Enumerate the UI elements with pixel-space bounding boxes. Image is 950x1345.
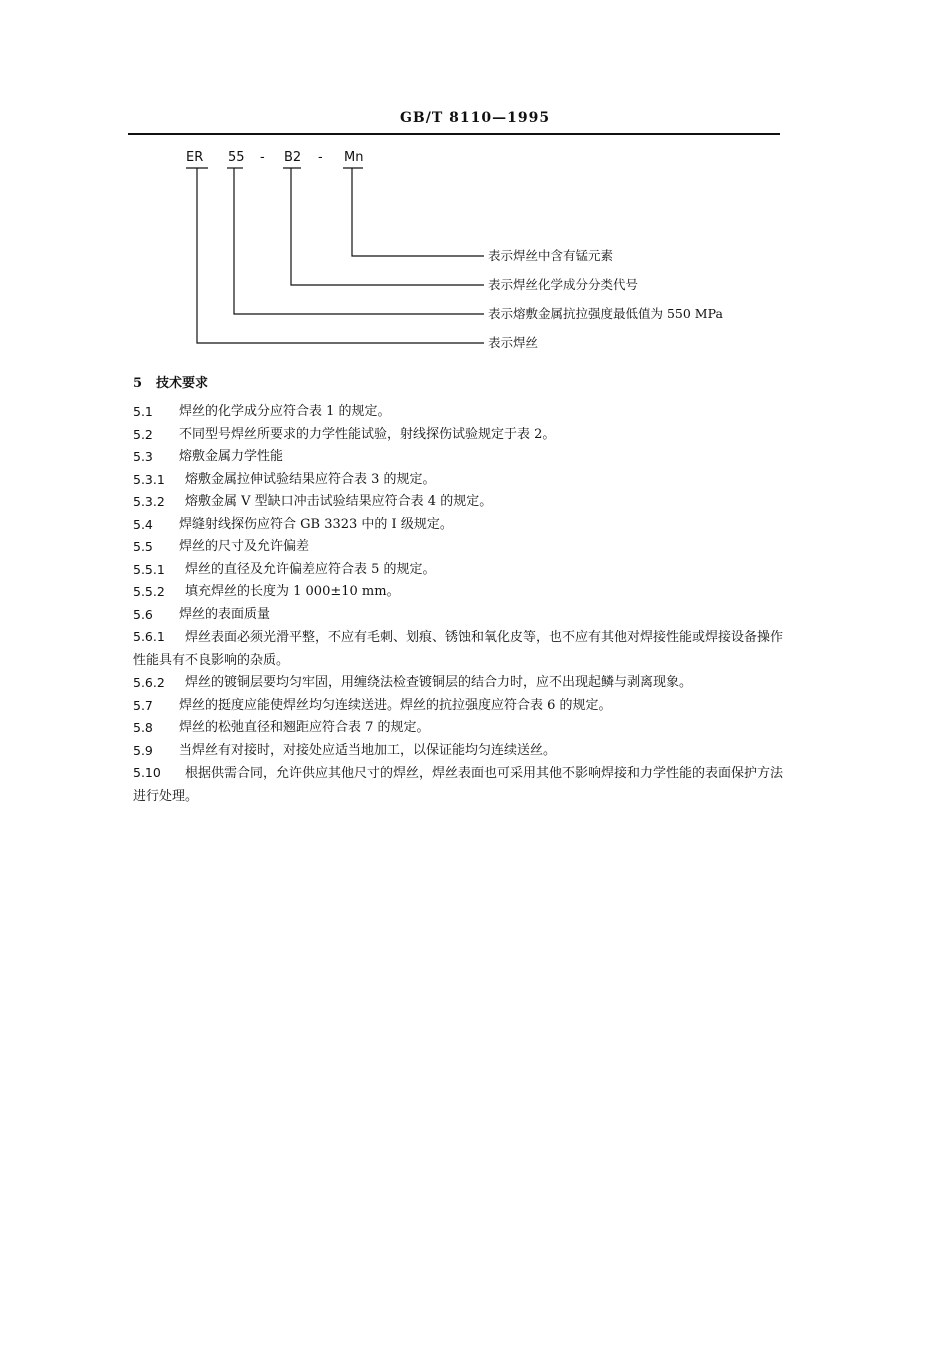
clause-text: 当焊丝有对接时，对接处应适当地加工，以保证能均匀连续送丝。: [179, 742, 557, 758]
clause-item: [133, 626, 783, 672]
section-title: 技术要求: [156, 376, 209, 391]
clause-text: 焊丝的松弛直径和翘距应符合表 7 的规定。: [179, 720, 430, 735]
clause-item: [133, 514, 783, 537]
designation-diagram: [0, 0, 950, 370]
clause-list: [133, 401, 783, 808]
section-heading: [133, 372, 208, 391]
designation-separator: -: [260, 150, 265, 165]
clause-item: [133, 401, 783, 424]
clause-item: [133, 491, 783, 514]
clause-text: 不同型号焊丝所要求的力学性能试验，射线探伤试验规定于表 2。: [179, 426, 556, 442]
clause-item: [133, 424, 783, 447]
designation-leader-lines: [0, 0, 950, 370]
clause-item: [133, 469, 783, 492]
clause-item: [133, 446, 783, 469]
clause-text: 焊丝的直径及允许偏差应符合表 5 的规定。: [185, 561, 436, 577]
clause-text: 填充焊丝的长度为 1 000±10 mm。: [185, 584, 400, 599]
clause-text: 焊丝表面必须光滑平整，不应有毛刺、划痕、锈蚀和氧化皮等，也不应有其他对焊接性能或焊接设备操作性能具有不良影响的杂质。: [133, 630, 784, 668]
clause-number: 5.2: [133, 426, 153, 442]
legend-strength: 表示熔敷金属抗拉强度最低值为 550 MPa: [488, 306, 723, 321]
clause-number: 5.7: [133, 697, 153, 713]
clause-number: 5.5.2: [133, 584, 165, 599]
designation-separator: -: [318, 150, 323, 165]
clause-number: 5.9: [133, 742, 153, 758]
legend-chem-code: 表示焊丝化学成分分类代号: [488, 277, 639, 292]
designation-part-chem-code: B2: [284, 150, 302, 165]
clause-item: [133, 762, 783, 808]
clause-number: 5.5: [133, 539, 153, 554]
clause-number: 5.3.1: [133, 471, 165, 487]
clause-text: 焊缝射线探伤应符合 GB 3323 中的 Ⅰ 级规定。: [179, 516, 453, 532]
clause-text: 焊丝的挺度应能使焊丝均匀连续送进。焊丝的抗拉强度应符合表 6 的规定。: [179, 697, 612, 713]
clause-item: [133, 717, 783, 740]
clause-number: 5.1: [133, 404, 153, 419]
clause-text: 熔敷金属 V 型缺口冲击试验结果应符合表 4 的规定。: [185, 494, 493, 509]
clause-number: 5.8: [133, 720, 153, 735]
clause-number: 5.4: [133, 516, 153, 532]
clause-number: 5.3.2: [133, 494, 165, 509]
clause-number: 5.10: [133, 765, 161, 780]
clause-item: [133, 740, 783, 763]
clause-number: 5.6.1: [133, 629, 165, 644]
clause-text: 焊丝的化学成分应符合表 1 的规定。: [179, 404, 391, 419]
page-header: GB/T 8110—1995: [399, 110, 551, 126]
legend-wire: 表示焊丝: [488, 335, 539, 350]
clause-item: [133, 695, 783, 718]
clause-item: [133, 604, 783, 627]
designation-part-element: Mn: [344, 150, 364, 165]
clause-number: 5.6: [133, 606, 153, 622]
legend-element: 表示焊丝中含有锰元素: [488, 248, 614, 263]
clause-text: 焊丝的表面质量: [179, 606, 271, 622]
clause-text: 焊丝的尺寸及允许偏差: [179, 539, 310, 554]
clause-item: [133, 559, 783, 582]
clause-number: 5.3: [133, 449, 153, 464]
designation-part-strength: 55: [228, 150, 245, 165]
section-number: 5: [133, 376, 143, 391]
clause-item: [133, 536, 783, 559]
clause-item: [133, 672, 783, 695]
clause-text: 熔敷金属拉伸试验结果应符合表 3 的规定。: [185, 471, 436, 487]
clause-number: 5.5.1: [133, 561, 165, 577]
clause-number: 5.6.2: [133, 675, 165, 690]
clause-text: 焊丝的镀铜层要均匀牢固，用缠绕法检查镀铜层的结合力时，应不出现起鳞与剥离现象。: [185, 675, 693, 690]
clause-text: 熔敷金属力学性能: [179, 449, 284, 464]
clause-text: 根据供需合同，允许供应其他尺寸的焊丝，焊丝表面也可采用其他不影响焊接和力学性能的表面保护方法进行处理。: [133, 766, 784, 804]
clause-item: [133, 581, 783, 604]
designation-part-er: ER: [186, 150, 204, 165]
